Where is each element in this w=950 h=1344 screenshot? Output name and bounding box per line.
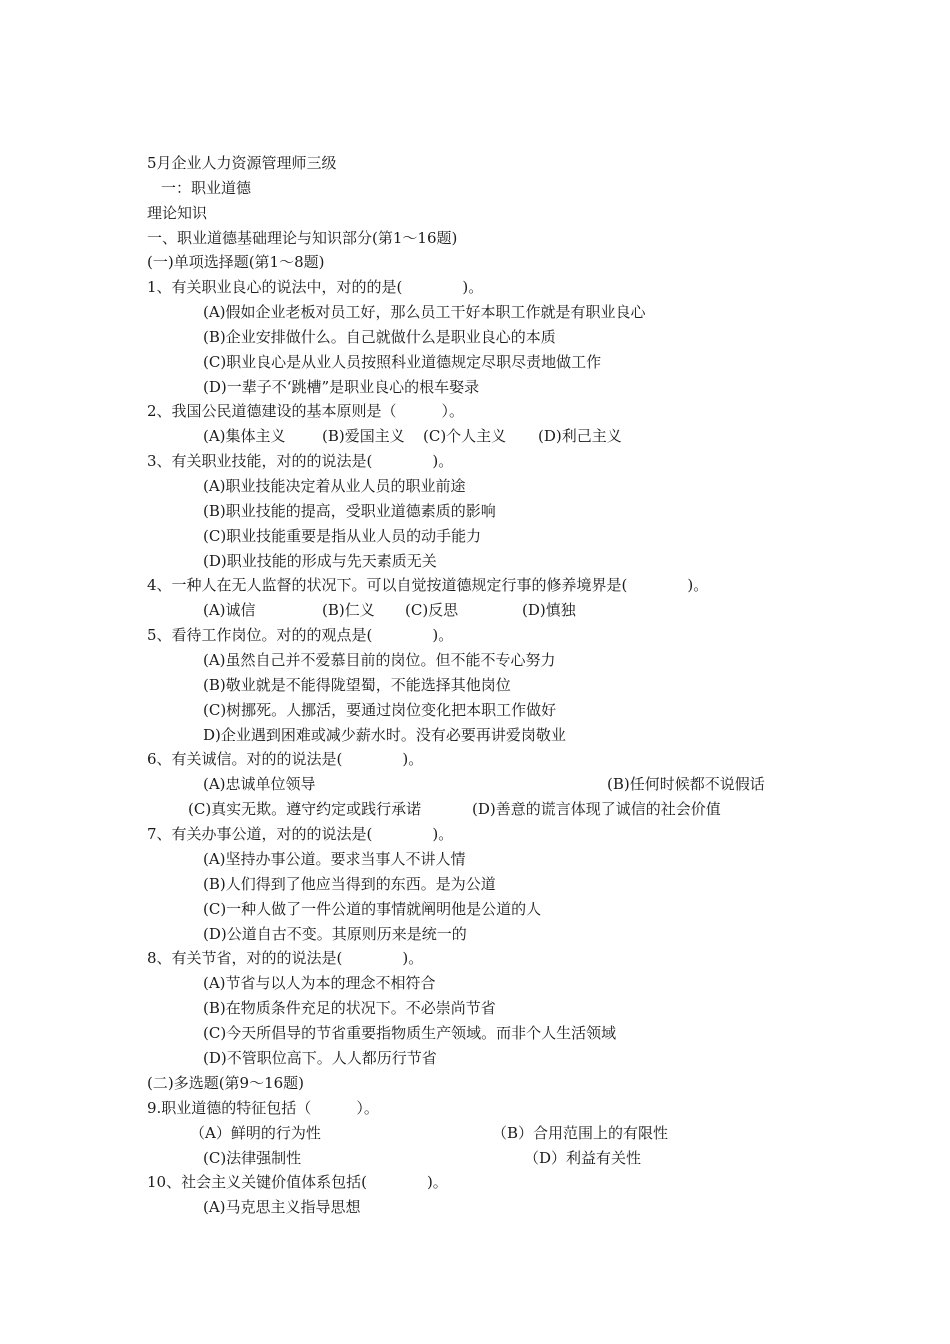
question-option: (D)不管职位高下。人人都历行节省 <box>203 1049 437 1067</box>
question-option: (C)法律强制性 <box>203 1149 302 1167</box>
question-stem: 6、有关诚信。对的的说法是( )。 <box>147 750 424 768</box>
question-stem: 2、我国公民道德建设的基本原则是（ ）。 <box>147 402 465 420</box>
question-option: (C)今天所倡导的节省重要指物质生产领域。而非个人生活领域 <box>203 1024 617 1042</box>
question-option: (A)节省与以人为本的理念不相符合 <box>203 974 436 992</box>
question-option: (C)职业技能重要是指从业人员的动手能力 <box>203 527 482 545</box>
question-option: (A)忠诚单位领导 <box>203 775 316 793</box>
question-option: (A)诚信 <box>203 601 256 619</box>
question-option: (D)善意的谎言体现了诚信的社会价值 <box>472 800 721 818</box>
question-option: (D)一辈子不‘跳槽”是职业良心的根车娶录 <box>203 378 480 396</box>
question-stem: 9.职业道德的特征包括（ ）。 <box>147 1099 379 1117</box>
question-option: D)企业遇到困难或减少薪水时。没有必要再讲爱岗敬业 <box>203 726 566 744</box>
question-stem: 1、有关职业良心的说法中，对的的是( )。 <box>147 278 484 296</box>
document-title: 5月企业人力资源管理师三级 <box>147 154 337 172</box>
question-option: (B)人们得到了他应当得到的东西。是为公道 <box>203 875 496 893</box>
question-stem: 3、有关职业技能，对的的说法是( )。 <box>147 452 454 470</box>
question-option: (A)坚持办事公道。要求当事人不讲人情 <box>203 850 466 868</box>
question-option: (B)敬业就是不能得陇望蜀，不能选择其他岗位 <box>203 676 511 694</box>
question-option: (B)职业技能的提高，受职业道德素质的影响 <box>203 502 496 520</box>
question-stem: 10、社会主义关键价值体系包括( )。 <box>147 1173 448 1191</box>
question-option: (C)真实无欺。遵守约定或践行承诺 <box>188 800 422 818</box>
single-choice-heading: (一)单项选择题(第1～8题) <box>147 253 325 271</box>
part-heading: 一：职业道德 <box>161 179 252 197</box>
question-option: （A）鲜明的行为性 <box>190 1124 321 1142</box>
section-heading: 理论知识 <box>147 204 208 222</box>
question-option: (C)树挪死。人挪活，要通过岗位变化把本职工作做好 <box>203 701 557 719</box>
question-option: (A)马克思主义指导思想 <box>203 1198 361 1216</box>
chapter-heading: 一、职业道德基础理论与知识部分(第1～16题) <box>147 229 458 247</box>
question-option: （B）合用范围上的有限性 <box>492 1124 669 1142</box>
question-option: (A)假如企业老板对员工好，那么员工干好本职工作就是有职业良心 <box>203 303 646 321</box>
question-option: (C)一种人做了一件公道的事情就阐明他是公道的人 <box>203 900 542 918</box>
question-option: (D)职业技能的形成与先天素质无关 <box>203 552 437 570</box>
question-stem: 8、有关节省，对的的说法是( )。 <box>147 949 424 967</box>
question-option: (D)公道自古不变。其原则历来是统一的 <box>203 925 467 943</box>
question-option: (C)职业良心是从业人员按照科业道德规定尽职尽责地做工作 <box>203 353 602 371</box>
question-option: (B)企业安排做什么。自己就做什么是职业良心的本质 <box>203 328 556 346</box>
question-option: (B)在物质条件充足的状况下。不必崇尚节省 <box>203 999 496 1017</box>
question-option: (A)集体主义 <box>203 427 286 445</box>
question-option: (A)职业技能决定着从业人员的职业前途 <box>203 477 466 495</box>
question-option: (D)利己主义 <box>538 427 622 445</box>
question-option: (C)反思 <box>405 601 459 619</box>
question-option: （D）利益有关性 <box>524 1149 642 1167</box>
question-option: (A)虽然自己并不爱慕目前的岗位。但不能不专心努力 <box>203 651 556 669</box>
question-stem: 7、有关办事公道，对的的说法是( )。 <box>147 825 454 843</box>
question-option: (B)爱国主义 <box>322 427 405 445</box>
question-option: (B)仁义 <box>322 601 375 619</box>
question-option: (B)任何时候都不说假话 <box>607 775 765 793</box>
question-stem: 4、一种人在无人监督的状况下。可以自觉按道德规定行事的修养境界是( )。 <box>147 576 709 594</box>
question-option: (C)个人主义 <box>423 427 507 445</box>
question-option: (D)慎独 <box>522 601 576 619</box>
question-stem: 5、看待工作岗位。对的的观点是( )。 <box>147 626 454 644</box>
multi-choice-heading: (二)多选题(第9～16题) <box>147 1074 305 1092</box>
